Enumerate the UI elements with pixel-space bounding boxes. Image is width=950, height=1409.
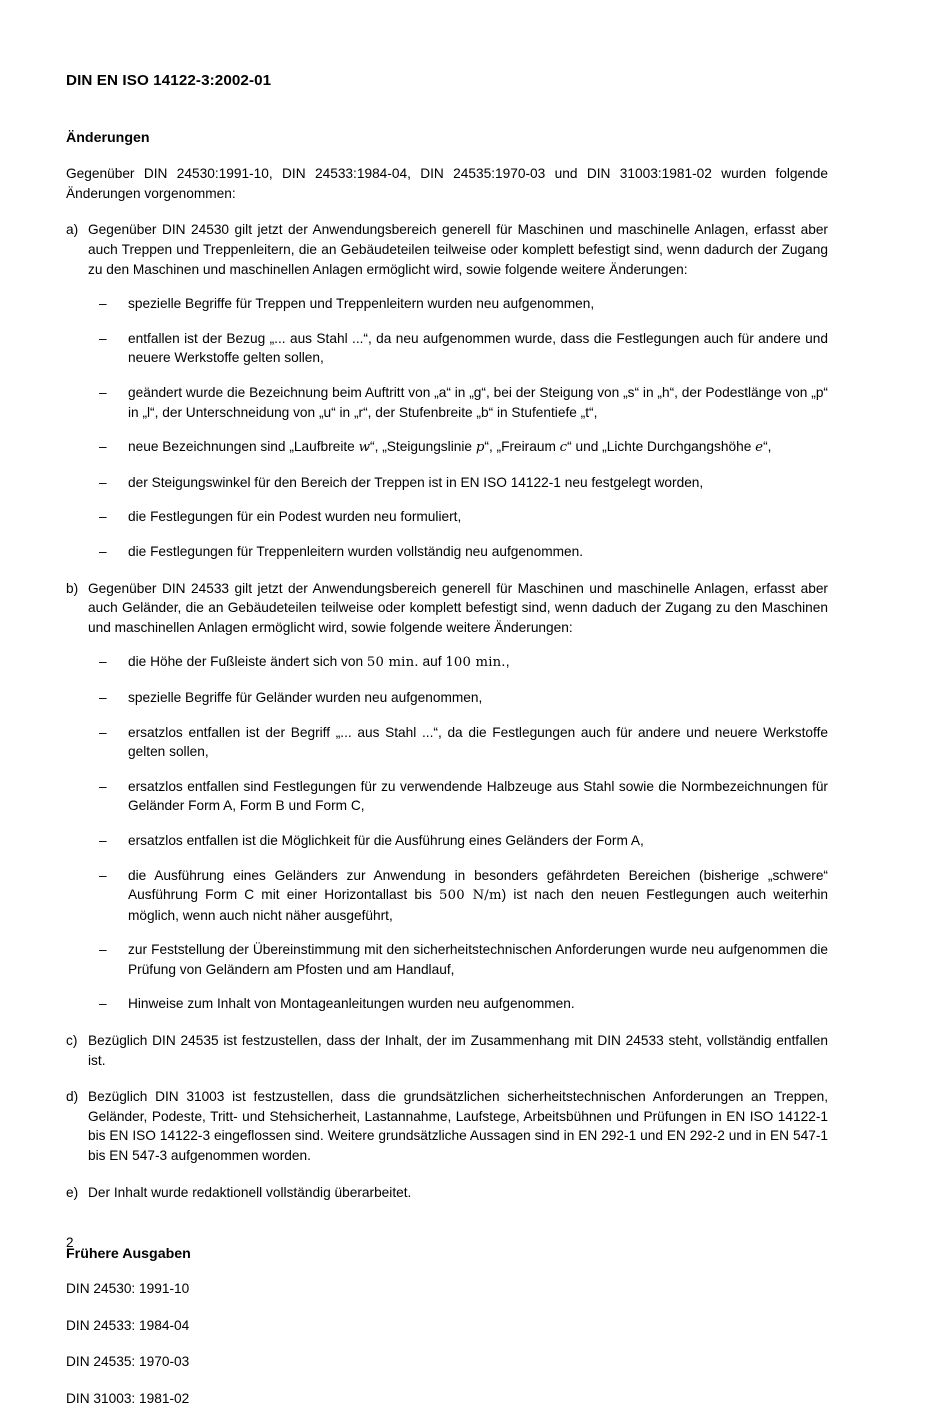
dash-list-item bbox=[99, 383, 828, 422]
section-heading-earlier-editions: Frühere Ausgaben bbox=[66, 1246, 191, 1263]
dash-marker: – bbox=[99, 654, 107, 670]
earlier-edition-entry: DIN 24530: 1991-10 bbox=[66, 1281, 190, 1297]
math-unit: 500 N/m bbox=[439, 888, 502, 904]
dash-marker: – bbox=[99, 385, 107, 401]
dash-sublist bbox=[66, 652, 828, 1014]
earlier-edition-entry: DIN 24535: 1970-03 bbox=[66, 1354, 190, 1370]
dash-list-item bbox=[99, 688, 828, 708]
math-variable: w bbox=[358, 440, 371, 456]
earlier-edition-entry: DIN 31003: 1981-02 bbox=[66, 1391, 190, 1407]
dash-marker: – bbox=[99, 543, 107, 559]
dash-list-item-text: geändert wurde die Bezeichnung beim Auftritt von „a“ in „g“, bei der Steigung von „s“ in „h“, der Podestlänge von „p“ in „l“, der Unterschneidung von „u“ in „r“, der Stufenbreite „b“ in Stufentiefe „t“, bbox=[128, 385, 828, 420]
dash-marker: – bbox=[99, 439, 107, 455]
dash-list-item bbox=[99, 329, 828, 368]
changes-list-item bbox=[66, 1087, 828, 1165]
dash-list-item bbox=[99, 940, 828, 979]
dash-list-item bbox=[99, 723, 828, 762]
math-unit: 100 min. bbox=[445, 655, 506, 671]
changes-list-item bbox=[66, 579, 828, 638]
dash-list-item-text: ersatzlos entfallen ist die Möglichkeit für die Ausführung eines Geländers der Form A, bbox=[128, 832, 644, 848]
list-item-marker: d) bbox=[66, 1089, 79, 1105]
earlier-editions-list bbox=[66, 1279, 828, 1408]
changes-list-item bbox=[66, 1183, 828, 1203]
dash-marker: – bbox=[99, 942, 107, 958]
dash-marker: – bbox=[99, 778, 107, 794]
dash-list-item bbox=[99, 473, 828, 493]
page-content bbox=[66, 0, 828, 1409]
dash-sublist bbox=[66, 294, 828, 561]
list-item-text: Bezüglich DIN 31003 ist festzustellen, dass die grundsätzlichen sicherheitstechnischen Anforderungen an Treppen, Geländer, Podeste, Tritt- und Stehsicherheit, Lastannahme, Laufstege, Arbeitsbühnen und Prüfungen in EN ISO 14122-1 bis EN ISO 14122-3 eingeflossen sind. Weitere grundsätzliche Aussagen sind in EN 292-1 und EN 292-2 und in EN 547-1 bis EN 547-3 aufgenommen worden. bbox=[88, 1089, 828, 1164]
dash-list-item bbox=[99, 437, 828, 458]
list-item-text: Der Inhalt wurde redaktionell vollständig überarbeitet. bbox=[88, 1184, 412, 1200]
list-item-text: Gegenüber DIN 24530 gilt jetzt der Anwendungsbereich generell für Maschinen und maschinelle Anlagen, erfasst aber auch Treppen und Treppenleitern, die an Gebäudeteilen teilweise oder komplett befestigt sind, wenn dadurch der Zugang zu den Maschinen und maschinellen Anlagen ermöglicht wird, sowie folgende weitere Änderungen: bbox=[88, 222, 828, 277]
dash-list-item bbox=[99, 652, 828, 673]
dash-list-item-text: ersatzlos entfallen sind Festlegungen für zu verwendende Halbzeuge aus Stahl sowie die Normbezeichnungen für Geländer Form A, Form B und Form C, bbox=[128, 778, 828, 814]
page-title: DIN EN ISO 14122-3:2002-01 bbox=[66, 72, 272, 89]
list-item-marker: b) bbox=[66, 580, 79, 596]
math-unit: 50 min. bbox=[366, 655, 419, 671]
changes-list bbox=[66, 220, 828, 1202]
dash-list-item bbox=[99, 294, 828, 314]
dash-list-item bbox=[99, 507, 828, 527]
dash-list-item-text: die Festlegungen für ein Podest wurden neu formuliert, bbox=[128, 509, 462, 525]
dash-marker: – bbox=[99, 832, 107, 848]
dash-list-item bbox=[99, 542, 828, 562]
changes-list-item bbox=[66, 220, 828, 279]
dash-list-item-text: spezielle Begriffe für Geländer wurden neu aufgenommen, bbox=[128, 689, 483, 705]
list-item-text: Gegenüber DIN 24533 gilt jetzt der Anwendungsbereich generell für Maschinen und maschinelle Anlagen, erfasst aber auch Geländer, die an Gebäudeteilen teilweise oder komplett befestigt sind, wenn daduch der Zugang zu den Maschinen und maschinellen Anlagen ermöglicht wird, sowie folgende weitere Änderungen: bbox=[88, 580, 828, 635]
list-item-marker: a) bbox=[66, 222, 79, 238]
math-variable: c bbox=[559, 440, 568, 456]
dash-list-item-text: zur Feststellung der Übereinstimmung mit den sicherheitstechnischen Anforderungen wurde neu aufgenommen die Prüfung von Geländern am Pfosten und am Handlauf, bbox=[128, 942, 828, 977]
page-number: 2 bbox=[66, 1235, 74, 1250]
list-item-text: Bezüglich DIN 24535 ist festzustellen, dass der Inhalt, der im Zusammenhang mit DIN 24533 steht, vollständig entfallen ist. bbox=[88, 1033, 828, 1068]
dash-list-item-text: Hinweise zum Inhalt von Montageanleitungen wurden neu aufgenommen. bbox=[128, 996, 575, 1012]
list-item-marker: c) bbox=[66, 1033, 78, 1049]
math-variable: e bbox=[755, 440, 764, 456]
dash-list-item bbox=[99, 994, 828, 1014]
dash-list-item bbox=[99, 866, 828, 926]
dash-marker: – bbox=[99, 330, 107, 346]
dash-list-item-text: die Ausführung eines Geländers zur Anwendung in besonders gefährdeten Bereichen (bisherige „schwere“ Ausführung Form C mit einer Horizontallast bis 500 N/m) ist nach den neuen Festlegungen auch weiterhin möglich, wenn auch nicht näher ausgeführt, bbox=[128, 867, 828, 923]
dash-list-item-text: entfallen ist der Bezug „... aus Stahl ...“, da neu aufgenommen wurde, dass die Festlegungen auch für andere und neuere Werkstoffe gelten sollen, bbox=[128, 330, 828, 366]
dash-marker: – bbox=[99, 689, 107, 705]
dash-list-item-text: ersatzlos entfallen ist der Begriff „... aus Stahl ...“, da die Festlegungen auch für andere und neuere Werkstoffe gelten sollen, bbox=[128, 724, 828, 760]
dash-marker: – bbox=[99, 474, 107, 490]
dash-list-item-text: der Steigungswinkel für den Bereich der Treppen ist in EN ISO 14122-1 neu festgelegt worden, bbox=[128, 474, 704, 490]
math-variable: p bbox=[475, 440, 485, 456]
dash-list-item bbox=[99, 831, 828, 851]
list-item-marker: e) bbox=[66, 1184, 79, 1200]
changes-list-item bbox=[66, 1031, 828, 1070]
dash-list-item-text: die Festlegungen für Treppenleitern wurden vollständig neu aufgenommen. bbox=[128, 543, 584, 559]
dash-marker: – bbox=[99, 724, 107, 740]
dash-list-item-text: die Höhe der Fußleiste ändert sich von 50 min. auf 100 min., bbox=[128, 654, 510, 671]
dash-marker: – bbox=[99, 509, 107, 525]
earlier-edition-entry: DIN 24533: 1984-04 bbox=[66, 1317, 190, 1333]
dash-marker: – bbox=[99, 867, 107, 883]
dash-marker: – bbox=[99, 296, 107, 312]
dash-list-item-text: neue Bezeichnungen sind „Laufbreite w“, „Steigungslinie p“, „Freiraum c“ und „Lichte Durchgangshöhe e“, bbox=[128, 439, 772, 456]
dash-list-item-text: spezielle Begriffe für Treppen und Treppenleitern wurden neu aufgenommen, bbox=[128, 296, 595, 312]
section-heading-changes: Änderungen bbox=[66, 130, 150, 147]
dash-marker: – bbox=[99, 996, 107, 1012]
dash-list-item bbox=[99, 777, 828, 816]
changes-intro-paragraph: Gegenüber DIN 24530:1991-10, DIN 24533:1984-04, DIN 24535:1970-03 und DIN 31003:1981-02 wurden folgende Änderungen vorgenommen: bbox=[66, 166, 828, 201]
